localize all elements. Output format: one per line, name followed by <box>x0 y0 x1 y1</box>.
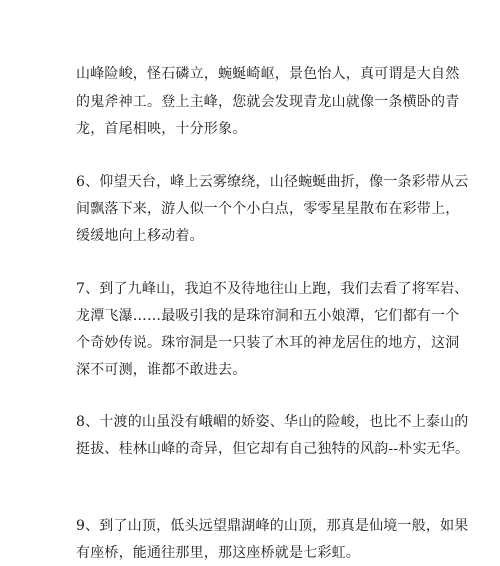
paragraph-8-line-2: 挺拔、桂林山峰的奇异，但它却有自己独特的风韵--朴实无华。 <box>76 441 470 457</box>
paragraph-1-line-1: 山峰险峻，怪石磷立，蜿蜒崎岖，景色怡人，真可谓是大自然 <box>76 66 460 82</box>
paragraph-1-line-3: 龙，首尾相映，十分形象。 <box>76 121 247 137</box>
paragraph-6-line-1: 6、仰望天台，峰上云雾缭绕，山径蜿蜒曲折，像一条彩带从云 <box>76 174 469 190</box>
paragraph-7-line-2: 龙潭飞瀑……最吸引我的是珠帘洞和五小娘潭，它们都有一个 <box>76 308 460 324</box>
paragraph-6-line-2: 间飘落下来，游人似一个个小白点，零零星星散布在彩带上， <box>76 201 460 217</box>
paragraph-6-line-3: 缓缓地向上移动着。 <box>76 228 204 244</box>
paragraph-9-line-1: 9、到了山顶，低头远望鼎湖峰的山顶，那真是仙境一般，如果 <box>76 518 469 534</box>
paragraph-7-line-3: 个奇妙传说。珠帘洞是一只装了木耳的神龙居住的地方，这洞 <box>76 335 460 351</box>
paragraph-7-line-1: 7、到了九峰山，我迫不及待地往山上跑，我们去看了将军岩、 <box>76 281 469 297</box>
paragraph-1-line-2: 的鬼斧神工。登上主峰，您就会发现青龙山就像一条横卧的青 <box>76 94 460 110</box>
paragraph-7-line-4: 深不可测，谁都不敢进去。 <box>76 362 247 378</box>
paragraph-8-line-1: 8、十渡的山虽没有峨嵋的娇姿、华山的险峻，也比不上泰山的 <box>76 414 469 430</box>
paragraph-9-line-2: 有座桥，能通往那里，那这座桥就是七彩虹。 <box>76 545 360 561</box>
